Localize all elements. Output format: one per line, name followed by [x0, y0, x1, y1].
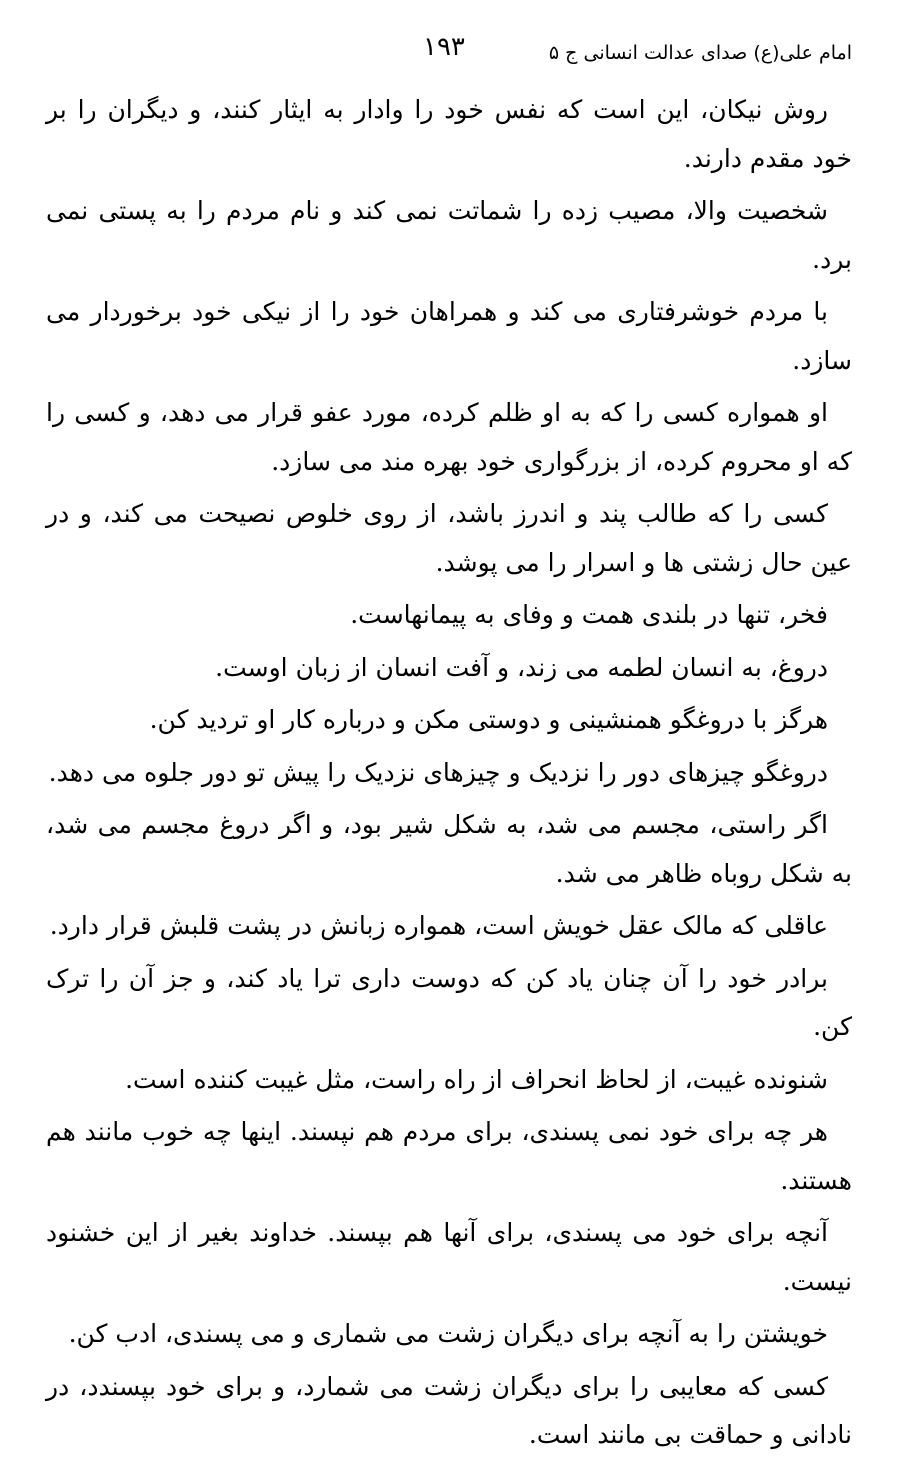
page-body [46, 86, 852, 1464]
running-title: امام علی(ع) صدای عدالت انسانی ج ۵ [548, 42, 852, 64]
paragraph: آنچه برای خود می پسندی، برای آنها هم بپسند. خداوند بغیر از این خشنود نیست. [46, 1218, 852, 1296]
paragraph: اگر راستی، مجسم می شد، به شکل شیر بود، و اگر دروغ مجسم می شد، به شکل روباه ظاهر می شد. [46, 810, 852, 888]
paragraph: شخصیت والا، مصیب زده را شماتت نمی کند و نام مردم را به پستی نمی برد. [46, 196, 852, 274]
paragraph: هر چه برای خود نمی پسندی، برای مردم هم نپسند. اینها چه خوب مانند هم هستند. [46, 1117, 852, 1195]
paragraph: روش نیکان، این است که نفس خود را وادار به ایثار کنند، و دیگران را بر خود مقدم دارند. [46, 95, 852, 173]
page-number: ۱۹۳ [423, 32, 465, 62]
paragraph: عاقلی که مالک عقل خویش است، همواره زبانش در پشت قلبش قرار دارد. [49, 911, 828, 940]
paragraph: کسی را که طالب پند و اندرز باشد، از روی خلوص نصیحت می کند، و در عین حال زشتی ها و اسرار را می پوشد. [46, 499, 852, 577]
paragraph: هرگز با دروغگو همنشینی و دوستی مکن و درباره کار او تردید کن. [149, 705, 828, 734]
page-header [0, 28, 900, 78]
paragraph: شنونده غیبت، از لحاظ انحراف از راه راست، مثل غیبت کننده است. [125, 1064, 828, 1094]
paragraph: خویشتن را به آنچه برای دیگران زشت می شماری و می پسندی، ادب کن. [68, 1319, 828, 1348]
paragraph: برادر خود را آن چنان یاد کن که دوست داری ترا یاد کند، و جز آن را ترک کن. [46, 963, 852, 1041]
paragraph: با مردم خوشرفتاری می کند و همراهان خود را از نیکی خود برخوردار می سازد. [46, 297, 852, 375]
paragraph: دروغ، به انسان لطمه می زند، و آفت انسان از زبان اوست. [215, 652, 828, 682]
paragraph: دروغگو چیزهای دور را نزدیک و چیزهای نزدیک را پیش تو دور جلوه می دهد. [48, 757, 828, 787]
paragraph: او همواره کسی را که به او ظلم کرده، مورد عفو قرار می دهد، و کسی را که او محروم کرده، از بزرگواری خود بهره مند می سازد. [46, 398, 852, 476]
paragraph: کسی که معایبی را برای دیگران زشت می شمارد، و برای خود بپسندد، در نادانی و حماقت بی مانند است. [46, 1371, 852, 1449]
paragraph: فخر، تنها در بلندی همت و وفای به پیمانهاست. [350, 600, 828, 629]
